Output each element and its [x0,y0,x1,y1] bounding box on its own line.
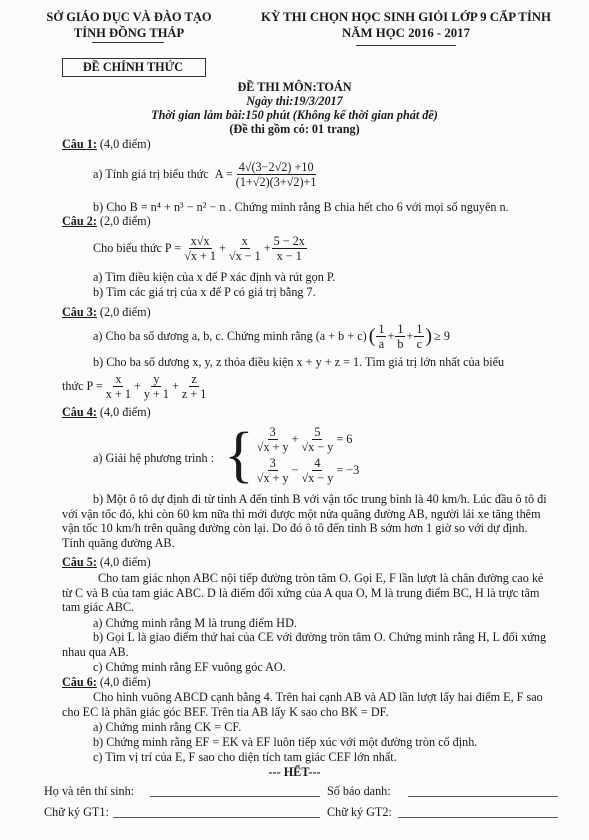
q4-heading [62,405,151,420]
candidate-name-line [150,796,320,797]
q3a-plus1: + [387,329,395,343]
q2-intro: Cho biểu thức P = [93,241,182,255]
q4-eq2-frac1-num: 3 [269,456,276,470]
q4-eq2-frac2-num: 4 [314,456,321,470]
q3b-frac2-den: y + 1 [143,387,169,401]
q3a-lparen: ( [368,325,376,347]
q2-expression [93,234,308,263]
q1a-lhs: A = [214,167,233,181]
q6-points: (4,0 điểm) [96,675,151,689]
exam-title: KỲ THI CHỌN HỌC SINH GIỎI LỚP 9 CẤP TỈNH [261,10,551,24]
official-label: ĐỀ CHÍNH THỨC [82,60,184,74]
q3-label: Câu 3: [62,305,97,319]
q4-eq2-rhs: = −3 [336,463,360,477]
q1a-line [93,160,319,189]
q4-eq1 [254,425,359,454]
q4-system-equations [254,425,359,485]
org-line1: SỞ GIÁO DỤC VÀ ĐÀO TẠO [46,10,212,24]
sbd-label: Số báo danh: [327,784,391,798]
q2-heading [62,214,151,229]
q1a-fraction [234,160,319,189]
q2-frac2-den: √x − 1 [228,249,261,263]
q2-frac1 [182,234,218,263]
q2-points: (2,0 điểm) [96,214,151,228]
q4-eq1-frac2-num: 5 [314,425,321,439]
q4-eq2-frac2-den: √x − y [301,471,334,485]
q6-label: Câu 6: [62,675,97,689]
q5b-text: b) Gọi L là giao điểm thứ hai của CE với đường tròn tâm O. Chứng minh rằng H, L đối xứng nhau qua AB. [62,630,547,659]
q4-eq1-frac2 [299,425,335,454]
q5c-text: c) Chứng minh rằng EF vuông góc AO. [93,660,286,674]
q3a-frac-c-num: 1 [416,322,423,336]
q4b-text: b) Một ô tô dự định đi từ tỉnh A đến tỉnh B với vận tốc trung bình là 40 km/h. Lúc đầu ô tô đi với vận tốc đó, khi còn 60 km nữa thì mới được một nửa quãng đường AB, người lái xe tăng thêm vận tốc 10 km/h trên quãng đường còn lại. Do đó ô tô đến tỉnh B sớm hơn 1 giờ so với dự định. Tính quãng đường AB. [62,492,547,550]
q1-points: (4,0 điểm) [96,137,151,151]
q2-frac3 [272,234,307,263]
end-mark: --- HẾT--- [268,765,321,779]
gt1-line [113,817,320,818]
q3b-frac3 [180,372,208,401]
q3b-plus1: + [133,379,141,393]
q4-eq2-frac1 [255,456,291,485]
q3a-line [93,322,450,351]
gt2-line [398,817,558,818]
q4-eq1-frac1-den: √x + y [256,440,289,454]
q3b-expression [62,372,209,401]
q4-system-brace: { [224,421,254,489]
q4-system [224,421,360,489]
q1-heading [62,137,151,152]
q6b-text: b) Chứng minh rằng EF = EK và EF luôn tiếp xúc với một đường tròn cố định. [93,735,478,749]
q4-eq2-frac1-den: √x + y [256,471,289,485]
q4-eq2-minus: − [291,463,299,477]
q2b-text: b) Tìm các giá trị của x để P có giá trị bằng 7. [93,285,316,299]
q4-label: Câu 4: [62,405,97,419]
q5-label: Câu 5: [62,555,97,569]
q2-frac1-den: √x + 1 [184,249,217,263]
q3b-cont: thức P = [62,379,103,393]
org-line2: TỈNH ĐỒNG THÁP [73,26,185,40]
q3a-frac-c-den: c [416,337,423,351]
q3a-frac-b [395,322,405,351]
q1b-text: b) Cho B = n⁴ + n³ − n² − n . Chứng minh rằng B chia hết cho 6 với mọi số nguyên n. [93,200,509,214]
q3a-frac-a-num: 1 [378,322,385,336]
q3a-frac-b-den: b [397,337,404,351]
q1a-denominator: (1+√2)(3+√2)+1 [235,175,317,189]
q6c-text: c) Tìm vị trí của E, F sao cho diện tích tam giác CEF lớn nhất. [93,750,397,764]
q6-intro: Cho hình vuông ABCD cạnh bằng 4. Trên hai cạnh AB và AD lần lượt lấy hai điểm E, F sao cho EC là phân giác góc BEF. Trên tia AB lấy K sao cho BK = DF. [62,690,543,719]
q3b-frac3-num: z [191,372,197,386]
q4-eq1-frac1 [255,425,291,454]
q3a-frac-a [376,322,386,351]
q3b-plus2: + [171,379,179,393]
gt2-label: Chữ ký GT2: [327,805,392,819]
q3b-frac1 [104,372,133,401]
q3-points: (2,0 điểm) [96,305,151,319]
q4-points: (4,0 điểm) [96,405,151,419]
q6-heading [62,675,151,690]
q3-heading [62,305,151,320]
q5-intro: Cho tam giác nhọn ABC nội tiếp đường tròn tâm O. Gọi E, F lần lượt là chân đường cao kẻ từ C và B của tam giác ABC. D là điểm đối xứng của A qua O, M là trung điểm BC, H là trực tâm tam giác ABC. [62,571,544,614]
q2-plus1: + [219,241,226,255]
q3a-frac-c [414,322,424,351]
q5-points: (4,0 điểm) [96,555,151,569]
q3b-frac2-num: y [153,372,160,386]
q1-label: Câu 1: [62,137,97,151]
q3a-frac-a-den: a [378,337,385,351]
q2-frac3-den: x − 1 [276,249,302,263]
q2-label: Câu 2: [62,214,97,228]
q6a-text: a) Chứng minh rằng CK = CF. [93,720,242,734]
q4a-text: a) Giải hệ phương trình : [93,451,215,465]
q3b-frac2 [142,372,171,401]
exam-date: Ngày thi:19/3/2017 [246,94,343,108]
q4-eq2-frac2 [299,456,335,485]
exam-underline [356,45,456,46]
q2-frac3-num: 5 − 2x [273,234,305,248]
exam-duration: Thời gian làm bài:150 phút (Không kể thời gian phát đề) [151,108,438,122]
exam-year: NĂM HỌC 2016 - 2017 [342,26,470,40]
q3a-tail: ≥ 9 [434,329,450,343]
q2-frac1-num: x√x [190,234,210,248]
q1a-numerator: 4√(3−2√2) +10 [238,160,314,174]
q3b-frac1-den: x + 1 [105,387,131,401]
page-count: (Đề thi gồm có: 01 trang) [229,122,360,136]
org-underline [92,42,164,43]
q1a-text: a) Tính giá trị biểu thức [93,167,209,181]
q4-eq1-frac2-den: √x − y [301,440,334,454]
q5-heading [62,555,151,570]
subject-title: ĐỀ THI MÔN:TOÁN [237,80,352,94]
sbd-line [408,796,558,797]
q3a-text: a) Cho ba số dương a, b, c. Chứng minh rằng (a + b + c) [93,329,367,343]
q3a-frac-b-num: 1 [397,322,404,336]
q4-eq1-rhs: = 6 [336,432,353,446]
q4-eq1-frac1-num: 3 [269,425,276,439]
q2a-text: a) Tìm điều kiện của x để P xác định và rút gọn P. [93,270,336,284]
candidate-name-label: Họ và tên thí sinh: [44,784,135,798]
q3b-frac1-num: x [115,372,122,386]
q5a-text: a) Chứng minh rằng M là trung điểm HD. [93,616,297,630]
gt1-label: Chữ ký GT1: [44,805,109,819]
q2-frac2-num: x [241,234,248,248]
q3b-frac3-den: z + 1 [181,387,207,401]
q4-eq1-plus: + [291,432,299,446]
q2-frac2 [227,234,263,263]
q3a-rparen: ) [425,325,433,347]
q3a-plus2: + [406,329,414,343]
q2-plus2: + [263,241,271,255]
q4-eq2 [254,456,359,485]
q3b-text: b) Cho ba số dương x, y, z thỏa điều kiện x + y + z = 1. Tìm giá trị lớn nhất của biểu [93,355,505,369]
